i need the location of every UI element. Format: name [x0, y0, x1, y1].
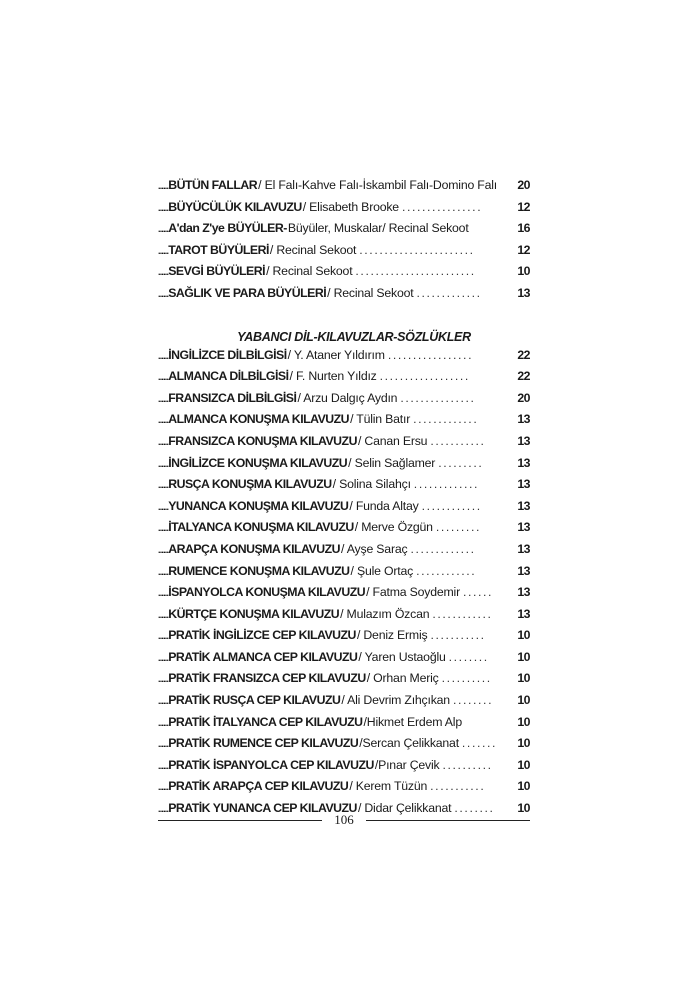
entry-dot-leader: ............. [416, 285, 482, 300]
entry-dot-leader: ............ [432, 606, 493, 621]
entry-page-number: 10 [517, 801, 530, 816]
entry-title: FRANSIZCA KONUŞMA KILAVUZU [168, 433, 357, 448]
entry-author: / Kerem Tüzün [349, 779, 428, 794]
catalog-entry [158, 434, 530, 456]
catalog-entry [158, 243, 530, 265]
entry-page-number: 10 [517, 714, 530, 729]
entry-leader-dots: ...... [158, 652, 169, 663]
entry-page-number: 10 [517, 736, 530, 751]
entry-page-number: 12 [517, 242, 530, 257]
entry-dot-leader: ........... [430, 779, 486, 794]
catalog-entry [158, 286, 530, 308]
entry-leader-dots: ...... [158, 523, 169, 534]
catalog-entry [158, 200, 530, 222]
entry-author: / Mulazım Özcan [340, 606, 430, 621]
entry-title: SAĞLIK VE PARA BÜYÜLERİ [168, 285, 327, 300]
page-number: 106 [334, 812, 354, 827]
catalog-entry [158, 585, 530, 607]
entry-page-number: 13 [517, 606, 530, 621]
section-spacer [158, 308, 530, 326]
entry-title: ALMANCA KONUŞMA KILAVUZU [168, 412, 350, 427]
entry-dot-leader: ........... [430, 628, 486, 643]
catalog-entry [158, 693, 530, 715]
entry-author: / Ayşe Saraç [341, 541, 408, 556]
page-footer [158, 808, 530, 832]
entry-dot-leader: ............. [410, 541, 476, 556]
entry-title: A'dan Z'ye BÜYÜLER- [168, 221, 287, 236]
entry-author: / Recinal Sekoot [327, 285, 414, 300]
catalog-entry [158, 715, 530, 737]
entry-leader-dots: ...... [158, 224, 169, 235]
entry-page-number: 20 [517, 390, 530, 405]
catalog-entry [158, 456, 530, 478]
entry-page-number: 13 [517, 585, 530, 600]
catalog-entry [158, 477, 530, 499]
entry-dot-leader: ............ [416, 563, 477, 578]
catalog-entry [158, 607, 530, 629]
entry-leader-dots: ...... [158, 696, 169, 707]
catalog-entry [158, 520, 530, 542]
entry-page-number: 16 [517, 221, 530, 236]
entry-title: YUNANCA KONUŞMA KILAVUZU [168, 498, 349, 513]
entry-author: / Ali Devrim Zıhçıkan [341, 693, 450, 708]
entry-title: PRATİK RUSÇA CEP KILAVUZU [168, 693, 341, 708]
catalog-section-occult [158, 178, 530, 308]
entry-leader-dots: ...... [158, 501, 169, 512]
entry-dot-leader: ....................... [359, 242, 475, 257]
entry-page-number: 10 [517, 649, 530, 664]
catalog-entry [158, 391, 530, 413]
entry-leader-dots: ...... [158, 739, 169, 750]
entry-leader-dots: ...... [158, 202, 169, 213]
catalog-page [158, 178, 530, 823]
entry-author: / Arzu Dalgıç Aydın [297, 390, 398, 405]
entry-page-number: 10 [517, 757, 530, 772]
entry-author: Büyüler, Muskalar/ Recinal Sekoot [287, 221, 469, 236]
section-heading: YABANCI DİL-KILAVUZLAR-SÖZLÜKLER [237, 329, 471, 344]
entry-title: BÜTÜN FALLAR [168, 178, 258, 192]
entry-page-number: 13 [517, 520, 530, 535]
entry-title: ALMANCA DİLBİLGİSİ [168, 369, 289, 384]
entry-author: / Recinal Sekoot [269, 242, 357, 257]
entry-author: / El Falı-Kahve Falı-İskambil Falı-Domino Falı [258, 178, 498, 192]
entry-title: PRATİK İTALYANCA CEP KILAVUZU [168, 714, 363, 729]
entry-dot-leader: ........ [448, 649, 489, 664]
catalog-entry [158, 542, 530, 564]
entry-page-number: 12 [517, 199, 530, 214]
footer-rule-right [366, 820, 530, 821]
entry-dot-leader: ................ [401, 199, 483, 214]
entry-title: İNGİLİZCE KONUŞMA KILAVUZU [168, 455, 348, 470]
entry-leader-dots: ...... [158, 267, 169, 278]
entry-author: / Y. Ataner Yıldırım [287, 347, 385, 362]
entry-page-number: 10 [517, 628, 530, 643]
entry-author: /Hikmet Erdem Alp [363, 714, 462, 729]
entry-leader-dots: ...... [158, 717, 169, 728]
entry-author: / Didar Çelikkanat [357, 801, 452, 816]
entry-dot-leader: ............. [413, 412, 479, 427]
entry-author: / Recinal Sekoot [266, 264, 353, 279]
entry-page-number: 22 [517, 369, 530, 384]
entry-leader-dots: ...... [158, 436, 169, 447]
entry-leader-dots: ...... [158, 674, 169, 685]
entry-leader-dots: ...... [158, 181, 169, 191]
entry-leader-dots: ...... [158, 631, 169, 642]
entry-page-number: 10 [517, 264, 530, 279]
entry-dot-leader: ........ [454, 801, 495, 816]
entry-dot-leader: .......... [441, 671, 492, 686]
catalog-entry [158, 221, 530, 243]
entry-leader-dots: ...... [158, 588, 169, 599]
entry-author: /Sercan Çelikkanat [359, 736, 459, 751]
entry-leader-dots: ...... [158, 350, 169, 361]
entry-leader-dots: ...... [158, 372, 169, 383]
entry-author: / Yaren Ustaoğlu [358, 649, 446, 664]
entry-author: / Merve Özgün [354, 520, 433, 535]
catalog-entry [158, 736, 530, 758]
entry-dot-leader: ........ [452, 693, 494, 708]
entry-title: KÜRTÇE KONUŞMA KILAVUZU [168, 606, 340, 621]
catalog-entry [158, 779, 530, 801]
entry-leader-dots: ...... [158, 804, 169, 815]
entry-leader-dots: ...... [158, 760, 169, 771]
entry-page-number: 13 [517, 498, 530, 513]
catalog-entry [158, 499, 530, 521]
entry-dot-leader: ....... [461, 736, 498, 751]
entry-title: PRATİK İNGİLİZCE CEP KILAVUZU [168, 628, 356, 643]
entry-leader-dots: ...... [158, 458, 169, 469]
catalog-entry [158, 264, 530, 286]
entry-leader-dots: ...... [158, 288, 169, 299]
catalog-entry [158, 412, 530, 434]
entry-author: / Selin Sağlamer [348, 455, 436, 470]
entry-author: / Orhan Meriç [366, 671, 439, 686]
entry-leader-dots: ...... [158, 566, 169, 577]
entry-dot-leader: .......... [442, 757, 493, 772]
entry-author: / Solina Silahçı [332, 477, 411, 492]
entry-page-number: 13 [517, 541, 530, 556]
catalog-entry [158, 178, 530, 200]
entry-page-number: 20 [517, 178, 530, 192]
entry-title: SEVGİ BÜYÜLERİ [168, 264, 266, 279]
entry-leader-dots: ...... [158, 393, 169, 404]
entry-title: PRATİK ALMANCA CEP KILAVUZU [168, 649, 358, 664]
entry-leader-dots: ...... [158, 782, 169, 793]
entry-title: İTALYANCA KONUŞMA KILAVUZU [168, 520, 354, 535]
entry-dot-leader: ......... [438, 455, 484, 470]
entry-title: İNGİLİZCE DİLBİLGİSİ [168, 347, 287, 362]
entry-dot-leader: ................. [387, 347, 474, 362]
entry-title: BÜYÜCÜLÜK KILAVUZU [168, 199, 302, 214]
entry-title: PRATİK ARAPÇA CEP KILAVUZU [168, 779, 349, 794]
entry-title: RUSÇA KONUŞMA KILAVUZU [168, 477, 332, 492]
entry-author: / Deniz Ermiş [356, 628, 428, 643]
catalog-entry [158, 758, 530, 780]
entry-leader-dots: ...... [158, 415, 169, 426]
entry-dot-leader: ...... [462, 585, 494, 600]
entry-title: PRATİK İSPANYOLCA CEP KILAVUZU [168, 757, 374, 772]
entry-leader-dots: ...... [158, 480, 169, 491]
entry-page-number: 13 [517, 412, 530, 427]
entry-author: / Funda Altay [349, 498, 419, 513]
entry-dot-leader: ............... [400, 390, 476, 405]
entry-page-number: 13 [517, 563, 530, 578]
entry-author: / Canan Ersu [357, 433, 428, 448]
entry-author: / Şule Ortaç [350, 563, 414, 578]
entry-title: FRANSIZCA DİLBİLGİSİ [168, 390, 297, 405]
catalog-entry [158, 650, 530, 672]
entry-page-number: 10 [517, 671, 530, 686]
entry-page-number: 13 [517, 477, 530, 492]
entry-title: ARAPÇA KONUŞMA KILAVUZU [168, 541, 341, 556]
entry-page-number: 13 [517, 433, 530, 448]
catalog-section-languages [158, 348, 530, 823]
footer-rule-left [158, 820, 322, 821]
entry-title: PRATİK FRANSIZCA CEP KILAVUZU [168, 671, 366, 686]
entry-dot-leader: ......... [435, 520, 481, 535]
entry-leader-dots: ...... [158, 544, 169, 555]
entry-title: PRATİK RUMENCE CEP KILAVUZU [168, 736, 359, 751]
entry-title: PRATİK YUNANCA CEP KILAVUZU [168, 801, 357, 816]
entry-dot-leader: ........................ [355, 264, 476, 279]
catalog-entry [158, 369, 530, 391]
entry-page-number: 10 [517, 779, 530, 794]
entry-dot-leader: ............. [413, 477, 480, 492]
entry-title: TAROT BÜYÜLERİ [168, 242, 269, 257]
entry-leader-dots: ...... [158, 609, 169, 620]
entry-page-number: 10 [517, 693, 530, 708]
entry-author: /Pınar Çevik [374, 757, 440, 772]
entry-page-number: 13 [517, 285, 530, 300]
entry-author: / Elisabeth Brooke [302, 199, 399, 214]
catalog-entry [158, 348, 530, 370]
entry-author: / Tülin Batır [350, 412, 411, 427]
entry-author: / Fatma Soydemir [366, 585, 460, 600]
catalog-entry [158, 628, 530, 650]
entry-title: RUMENCE KONUŞMA KILAVUZU [168, 563, 350, 578]
entry-author: / F. Nurten Yıldız [289, 369, 377, 384]
entry-leader-dots: ...... [158, 245, 169, 256]
entry-dot-leader: ............ [421, 498, 482, 513]
entry-dot-leader: .................. [379, 369, 470, 384]
entry-page-number: 13 [517, 455, 530, 470]
entry-title: İSPANYOLCA KONUŞMA KILAVUZU [168, 585, 366, 600]
catalog-entry [158, 671, 530, 693]
catalog-entry [158, 564, 530, 586]
entry-dot-leader: ........... [430, 433, 486, 448]
entry-page-number: 22 [517, 347, 530, 362]
